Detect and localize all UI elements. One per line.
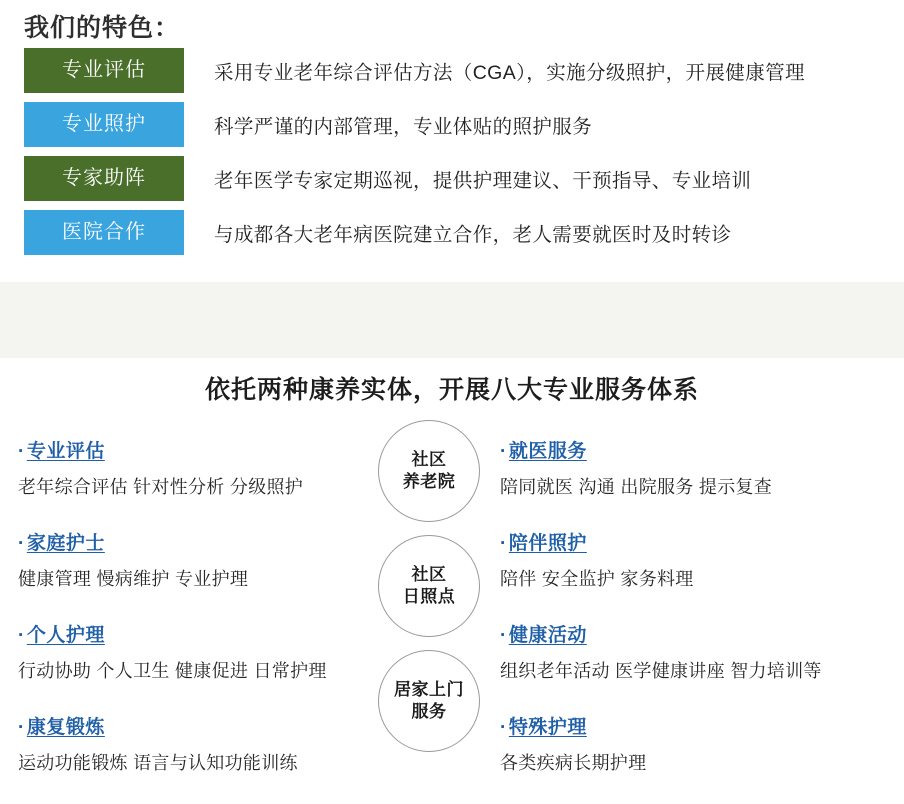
feature-description: 与成都各大老年病医院建立合作，老人需要就医时及时转诊 — [214, 223, 732, 246]
service-column-left — [18, 436, 378, 804]
service-item-body: 陪同就医 沟通 出院服务 提示复查 — [500, 477, 773, 497]
feature-row — [24, 102, 880, 147]
circle-line-1: 社区 — [411, 564, 447, 584]
service-item-heading — [500, 528, 860, 555]
entity-circle-community-nursing-home — [378, 420, 480, 522]
service-item-heading — [18, 620, 378, 647]
features-title: 我们的特色： — [24, 14, 181, 42]
service-item-heading — [18, 528, 378, 555]
service-item — [18, 620, 378, 683]
entity-circle-home-visit-service — [378, 650, 480, 752]
circle-line-1: 居家上门 — [394, 679, 464, 699]
service-item-title: 家庭护士 — [26, 533, 105, 554]
bullet-icon: · — [500, 717, 507, 738]
service-item — [500, 528, 860, 591]
service-item-title: 个人护理 — [26, 625, 105, 646]
entity-circle-community-day-care — [378, 535, 480, 637]
service-item-body: 老年综合评估 针对性分析 分级照护 — [18, 477, 304, 497]
service-item-title: 康复锻炼 — [26, 717, 105, 738]
service-item — [18, 436, 378, 499]
service-item — [18, 528, 378, 591]
service-item-heading — [18, 436, 378, 463]
service-item-body: 运动功能锻炼 语言与认知功能训练 — [18, 753, 298, 773]
bullet-icon: · — [500, 441, 507, 462]
bullet-icon: · — [18, 441, 25, 462]
bullet-icon: · — [18, 533, 25, 554]
feature-tag-专业评估: 专业评估 — [24, 48, 184, 93]
feature-description: 老年医学专家定期巡视，提供护理建议、干预指导、专业培训 — [214, 169, 752, 192]
service-item-title: 特殊护理 — [508, 717, 587, 738]
bullet-icon: · — [18, 625, 25, 646]
bullet-icon: · — [500, 625, 507, 646]
circle-line-1: 社区 — [411, 449, 447, 469]
service-item-title: 就医服务 — [508, 441, 587, 462]
service-item — [500, 436, 860, 499]
service-item — [500, 712, 860, 775]
feature-description: 采用专业老年综合评估方法（CGA），实施分级照护，开展健康管理 — [214, 61, 805, 84]
service-item-title: 陪伴照护 — [508, 533, 587, 554]
service-item-body: 健康管理 慢病维护 专业护理 — [18, 569, 249, 589]
service-item-heading — [500, 712, 860, 739]
service-item-body: 行动协助 个人卫生 健康促进 日常护理 — [18, 661, 327, 681]
features-section — [0, 0, 904, 300]
service-item-heading — [500, 436, 860, 463]
service-column-right — [500, 436, 860, 804]
feature-description: 科学严谨的内部管理，专业体贴的照护服务 — [214, 115, 593, 138]
feature-tag-专业照护: 专业照护 — [24, 102, 184, 147]
feature-tag-医院合作: 医院合作 — [24, 210, 184, 255]
circle-line-2: 养老院 — [402, 472, 456, 491]
feature-row — [24, 210, 880, 255]
features-list — [24, 48, 880, 264]
feature-row — [24, 48, 880, 93]
service-item-heading — [500, 620, 860, 647]
service-item — [18, 712, 378, 775]
service-item-heading — [18, 712, 378, 739]
bullet-icon: · — [500, 533, 507, 554]
service-item-body: 各类疾病长期护理 — [500, 753, 647, 773]
service-system-section — [0, 358, 904, 782]
circle-line-2: 日照点 — [402, 587, 456, 606]
service-item-body: 陪伴 安全监护 家务料理 — [500, 569, 694, 589]
feature-row — [24, 156, 880, 201]
feature-tag-专家助阵: 专家助阵 — [24, 156, 184, 201]
circle-line-2: 服务 — [411, 702, 447, 721]
service-item-title: 专业评估 — [26, 441, 105, 462]
service-item-title: 健康活动 — [508, 625, 587, 646]
service-system-title: 依托两种康养实体，开展八大专业服务体系 — [204, 376, 699, 404]
bullet-icon: · — [18, 717, 25, 738]
service-item-body: 组织老年活动 医学健康讲座 智力培训等 — [500, 661, 822, 681]
service-item — [500, 620, 860, 683]
section-divider-band — [0, 282, 904, 358]
